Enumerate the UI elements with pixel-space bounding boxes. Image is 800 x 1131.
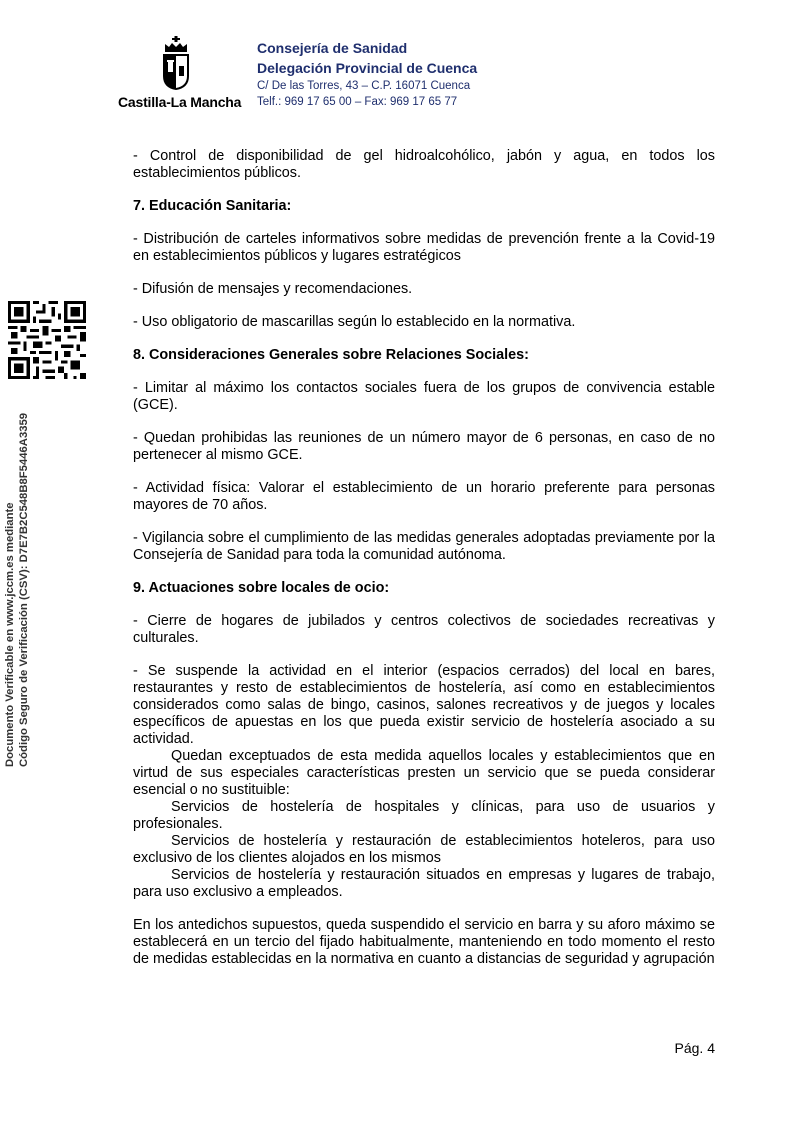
department-name: Consejería de Sanidad (257, 40, 408, 56)
paragraph: En los antedichos supuestos, queda suspendido el servicio en barra y su aforo máximo se establecerá en un tercio del fijado habitualmente, manteniendo en todo momento el resto de medidas establecidas en la normativa en cuanto a distancias de seguridad y agrupación (133, 917, 715, 967)
verification-line-1: Documento Verificable en www.jccm.es mediante (4, 502, 16, 767)
address: C/ De las Torres, 43 – C.P. 16071 Cuenca (257, 80, 471, 92)
phone-fax: Telf.: 969 17 65 00 – Fax: 969 17 65 77 (257, 96, 458, 108)
paragraph: - Se suspende la actividad en el interior (espacios cerrados) del local en bares, restaurantes y resto de establecimientos de hostelería, así como en establecimientos considerados como salas de bingo, casinos, salones recreativos y de juegos y locales específicos de apuestas en los que pueda existir servicio de hostelería asociado a su actividad. (133, 663, 715, 747)
paragraph: - Vigilancia sobre el cumplimiento de las medidas generales adoptadas previamente por la Consejería de Sanidad para toda la comunidad autónoma. (133, 530, 715, 563)
document-body (133, 148, 715, 984)
verification-sidebar (4, 300, 88, 770)
paragraph: Servicios de hostelería de hospitales y clínicas, para uso de usuarios y profesionales. (133, 799, 715, 832)
section-heading: 9. Actuaciones sobre locales de ocio: (133, 580, 390, 596)
paragraph: Quedan exceptuados de esta medida aquellos locales y establecimientos que en virtud de sus especiales características presten un servicio que se pueda considerar esencial o no sustituible: (133, 748, 715, 798)
letterhead (110, 36, 710, 116)
section-heading: 7. Educación Sanitaria: (133, 198, 292, 214)
coat-of-arms-icon (160, 36, 192, 90)
castilla-la-mancha-logo (110, 36, 240, 114)
verification-line-2: Código Seguro de Verificación (CSV): D7E7B2C548B8F5446A3359 (18, 412, 30, 767)
paragraph: Servicios de hostelería y restauración situados en empresas y lugares de trabajo, para uso exclusivo a empleados. (133, 867, 715, 900)
verification-text (4, 395, 44, 770)
paragraph: - Cierre de hogares de jubilados y centros colectivos de sociedades recreativas y culturales. (133, 613, 715, 646)
logo-wordmark: Castilla-La Mancha (118, 94, 242, 110)
page-number: Pág. 4 (674, 1040, 715, 1056)
paragraph: - Limitar al máximo los contactos sociales fuera de los grupos de convivencia estable (GCE). (133, 380, 715, 413)
paragraph: - Uso obligatorio de mascarillas según lo establecido en la normativa. (133, 314, 576, 330)
org-info (257, 38, 477, 110)
paragraph: - Distribución de carteles informativos sobre medidas de prevención frente a la Covid-19 en establecimientos públicos y lugares estratégicos (133, 231, 715, 264)
delegation-name: Delegación Provincial de Cuenca (257, 60, 478, 76)
paragraph: - Actividad física: Valorar el establecimiento de un horario preferente para personas mayores de 70 años. (133, 480, 715, 513)
section-heading: 8. Consideraciones Generales sobre Relaciones Sociales: (133, 347, 529, 363)
paragraph: - Quedan prohibidas las reuniones de un número mayor de 6 personas, en caso de no pertenecer al mismo GCE. (133, 430, 715, 463)
paragraph: - Control de disponibilidad de gel hidroalcohólico, jabón y agua, en todos los establecimientos públicos. (133, 148, 715, 181)
qr-code-icon (8, 300, 86, 380)
paragraph: - Difusión de mensajes y recomendaciones. (133, 281, 413, 297)
paragraph: Servicios de hostelería y restauración de establecimientos hoteleros, para uso exclusivo de los clientes alojados en los mismos (133, 833, 715, 866)
